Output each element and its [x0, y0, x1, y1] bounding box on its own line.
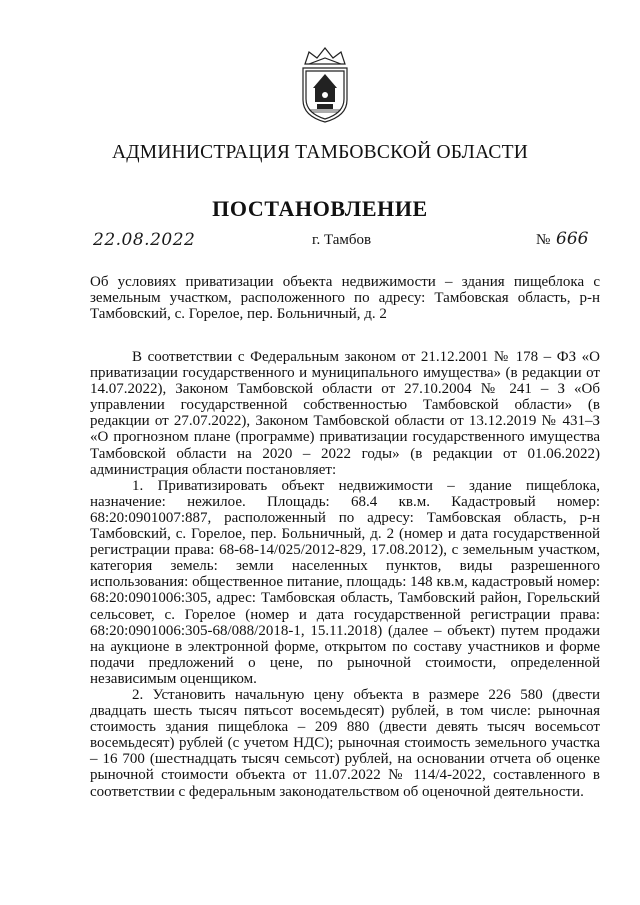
- handwritten-date: 22.08.2022: [93, 230, 196, 250]
- document-subject: Об условиях приватизации объекта недвижимости – здания пищеблока с земельным участком, расположенного по адресу: Тамбовская область, р-н Тамбовский, с. Горелое, пер. Больничный, д. 2: [90, 274, 600, 322]
- clause-1-paragraph: 1. Приватизировать объект недвижимости – здание пищеблока, назначение: нежилое. Площадь: 68.4 кв.м. Кадастровый номер: 68:20:0901007:887, расположенный по адресу: Тамбовская область, р-н Тамбовский, с. Горелое, пер. Больничный, д. 2 (номер и дата государственной регистрации права: 68-68-14/025/2012-829, 17.08.2012), с земельным участком, категория земель: земли населенных пунктов, виды разрешенного использования: общественное питание, площадь: 148 кв.м, кадастровый номер: 68:20:0901006:305, адрес: Тамбовская область, Тамбовский район, Горельский сельсовет, с. Горелое (номер и дата государственной регистрации права: 68:20:0901006:305-68/088/2018-1, 15.11.2018) (далее – объект) путем продажи на аукционе в электронной форме, открытом по составу участников и форме подачи предложений о цене, по рыночной стоимости, определенной независимым оценщиком.: [90, 477, 600, 687]
- document-type-title: ПОСТАНОВЛЕНИЕ: [212, 196, 428, 221]
- city-label: г. Тамбов: [312, 232, 372, 248]
- preamble-paragraph: В соответствии с Федеральным законом от 21.12.2001 № 178 – ФЗ «О приватизации государственного и муниципального имущества» (в редакции от 14.07.2022), Законом Тамбовской области от 27.10.2004 № 241 – З «Об управлении государственной собственностью Тамбовской области» (в редакции от 27.07.2022), Законом Тамбовской области от 13.12.2019 № 431–З «О прогнозном плане (программе) приватизации государственного имущества Тамбовской области на 2020 – 2022 годы» (в редакции от 01.06.2022) администрация области постановляет:: [90, 349, 600, 478]
- organization-name: АДМИНИСТРАЦИЯ ТАМБОВСКОЙ ОБЛАСТИ: [112, 142, 528, 163]
- clause-2-paragraph: 2. Установить начальную цену объекта в размере 226 580 (двести двадцать шесть тысяч пятьсот восемьдесят) рублей, в том числе: рыночная стоимость здания пищеблока – 209 880 (двести девять тысяч восемьсот восемьдесят) рублей (с учетом НДС); рыночная стоимость земельного участка – 16 700 (шестнадцать тысяч семьсот) рублей, на основании отчета об оценке рыночной стоимости объекта от 11.07.2022 № 114/4-2022, составленного в соответствии с федеральным законодательством об оценочной деятельности.: [90, 686, 600, 800]
- number-sign: №: [536, 232, 551, 248]
- document-body: [90, 349, 600, 800]
- tambov-coat-of-arms-icon: [297, 44, 353, 124]
- handwritten-number: 666: [556, 229, 589, 249]
